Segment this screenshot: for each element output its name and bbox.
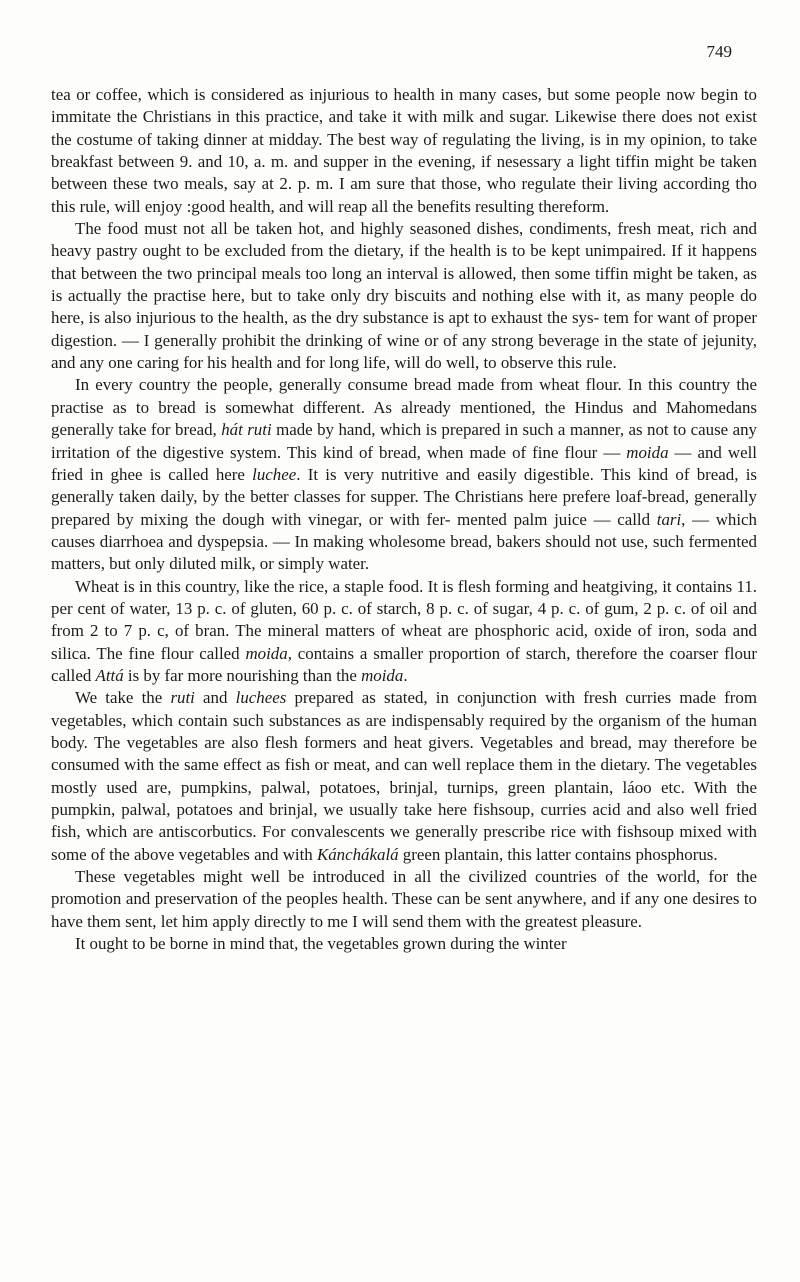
text-run: Wheat is in this country, like the rice, a staple food. It is flesh forming and heatgiving, it contains 11. per cent of water, 13 p. c. of gluten, 60 p. c. of starch, 8 p. c. of sugar, 4 p. c. of gum, 2 p. c. of oil and from 2 to 7 p. c, of bran. The mineral matters of wheat are phosphoric acid, oxide of iron, soda and silica. The fine flour called — [51, 576, 757, 663]
text-run: made by hand, which is prepared in such a manner, as not to cause any irritation of the digestive system. This kind of bread, when made of fine flour — — [51, 420, 757, 462]
text-run: — and well fried in ghee is called here — [51, 442, 757, 484]
italic-term: moida — [626, 442, 669, 462]
body-text — [51, 84, 757, 955]
italic-term: luchees — [235, 688, 287, 708]
text-run: These vegetables might well be introduced in all the civilized countries of the world, for the promotion and preservation of the peoples health. These can be sent anywhere, and if any one desires to have them sent, let him apply directly to me I will send them with the greatest pleasure. — [51, 867, 757, 931]
italic-term: moida — [245, 643, 288, 663]
text-run: green plantain, this latter contains phosphorus. — [398, 844, 718, 864]
text-run: The food must not all be taken hot, and highly seasoned dishes, condiments, fresh meat, rich and heavy pastry ought to be excluded from the dietary, if the health is to be kept unimpaired. If it happens that between the two principal meals too long an interval is allowed, then some tiffin might be taken, as is actually the practise here, but to take only dry biscuits and nothing else with it, as many people do here, is also injurious to the health, as the dry substance is apt to exhaust the sys- tem for want of proper digestion. — I generally prohibit the drinking of wine or of any strong beverage in the state of jejunity, and any one caring for his health and for long life, will do well, to observe this rule. — [51, 219, 757, 373]
text-run: , contains a smaller proportion of starch, therefore the coarser flour called — [51, 643, 757, 685]
text-run: and — [194, 688, 236, 708]
text-run: It ought to be borne in mind that, the vegetables grown during the winter — [75, 934, 567, 954]
paragraph — [51, 576, 757, 688]
text-run: . — [403, 665, 408, 685]
paragraph — [51, 374, 757, 575]
italic-term: hát ruti — [221, 420, 272, 440]
text-run: . It is very nutritive and easily digestible. This kind of bread, is generally taken daily, by the better classes for supper. The Christians here prefere loaf-bread, generally prepared by mixing the dough with vinegar, or with fer- mented palm juice — calld — [51, 464, 757, 529]
paragraph — [51, 84, 757, 218]
text-run: In every country the people, generally consume bread made from wheat flour. In this country the practise as to bread is somewhat different. As already mentioned, the Hindus and Mahomedans generally take for bread, — [51, 375, 757, 440]
italic-term: luchee — [252, 464, 297, 484]
text-run: is by far more nourishing than the — [123, 665, 362, 685]
italic-term: Attá — [95, 665, 124, 685]
italic-term: moida — [361, 665, 404, 685]
paragraph — [51, 218, 757, 374]
paragraph — [51, 866, 757, 933]
paragraph — [51, 687, 757, 866]
text-run: , — which causes diarrhoea and dyspepsia. — In making wholesome bread, bakers should not use, such fermented matters, but only diluted milk, or simply water. — [51, 509, 757, 574]
italic-term: tari — [656, 509, 682, 529]
page-number: 749 — [706, 42, 732, 61]
text-run: We take the — [75, 688, 171, 708]
italic-term: ruti — [170, 688, 195, 708]
paragraph — [51, 933, 757, 955]
text-run: tea or coffee, which is considered as injurious to health in many cases, but some people now begin to immitate the Christians in this practice, and take it with milk and sugar. Likewise there does not exist the costume of taking dinner at midday. The best way of regulating the living, is in my opinion, to take breakfast between 9. and 10, a. m. and supper in the evening, if nesessary a light tiffin might be taken between these two meals, say at 2. p. m. I am sure that those, who regulate their living according tho this rule, will enjoy :good health, and will reap all the benefits resulting thereform. — [51, 85, 757, 216]
text-run: prepared as stated, in conjunction with fresh curries made from vegetables, which contain such substances as are indispensably required by the organism of the human body. The vegetables are also flesh formers and heat givers. Vegetables and bread, may therefore be consumed with the same effect as fish or meat, and can well replace them in the dietary. The vegetables mostly used are, pumpkins, palwal, potatoes, brinjal, turnips, green plantain, láoo etc. With the pumpkin, palwal, potatoes and brinjal, we usually take here fishsoup, curries acid and also well fried fish, which are antiscorbutics. For convalescents we generally prescribe rice with fishsoup mixed with some of the above vegetables and with — [51, 688, 757, 864]
italic-term: Kánchákalá — [316, 844, 399, 864]
